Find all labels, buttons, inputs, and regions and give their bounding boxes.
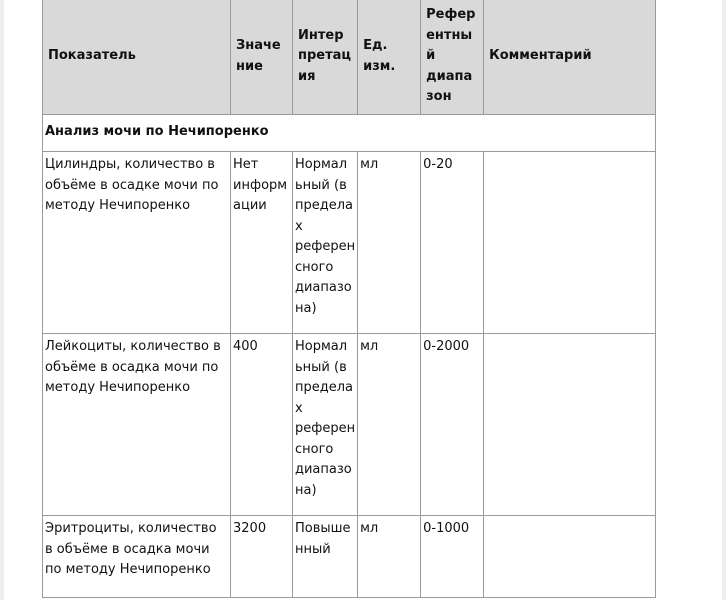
cell-indicator: Лейкоциты, количество в объёме в осадка мочи по методу Нечипоренко — [43, 334, 231, 516]
cell-unit: мл — [358, 152, 421, 334]
header-interpretation: Интер претац ия — [293, 0, 358, 115]
results-table — [42, 0, 656, 598]
cell-unit: мл — [358, 516, 421, 598]
section-row — [43, 115, 656, 152]
cell-reference: 0-2000 — [421, 334, 484, 516]
cell-unit: мл — [358, 334, 421, 516]
header-value: Значе ние — [231, 0, 293, 115]
cell-value: Нет информ ации — [231, 152, 293, 334]
header-unit: Ед. изм. — [358, 0, 421, 115]
table-row — [43, 334, 656, 516]
cell-interpretation: Повыше нный — [293, 516, 358, 598]
cell-reference: 0-20 — [421, 152, 484, 334]
header-indicator: Показатель — [43, 0, 231, 115]
section-title: Анализ мочи по Нечипоренко — [43, 115, 656, 152]
cell-comment — [484, 334, 656, 516]
cell-comment — [484, 152, 656, 334]
cell-indicator: Цилиндры, количество в объёме в осадке мочи по методу Нечипоренко — [43, 152, 231, 334]
cell-indicator: Эритроциты, количество в объёме в осадка мочи по методу Нечипоренко — [43, 516, 231, 598]
cell-value: 3200 — [231, 516, 293, 598]
document-page — [4, 0, 722, 600]
cell-interpretation: Нормал ьный (в предела х референ сного диапазо на) — [293, 152, 358, 334]
cell-reference: 0-1000 — [421, 516, 484, 598]
cell-comment — [484, 516, 656, 598]
cell-value: 400 — [231, 334, 293, 516]
table-row — [43, 516, 656, 598]
table-row — [43, 152, 656, 334]
header-comment: Комментарий — [484, 0, 656, 115]
table-header-row — [43, 0, 656, 115]
header-reference: Рефер ентны й диапа зон — [421, 0, 484, 115]
cell-interpretation: Нормал ьный (в предела х референ сного диапазо на) — [293, 334, 358, 516]
